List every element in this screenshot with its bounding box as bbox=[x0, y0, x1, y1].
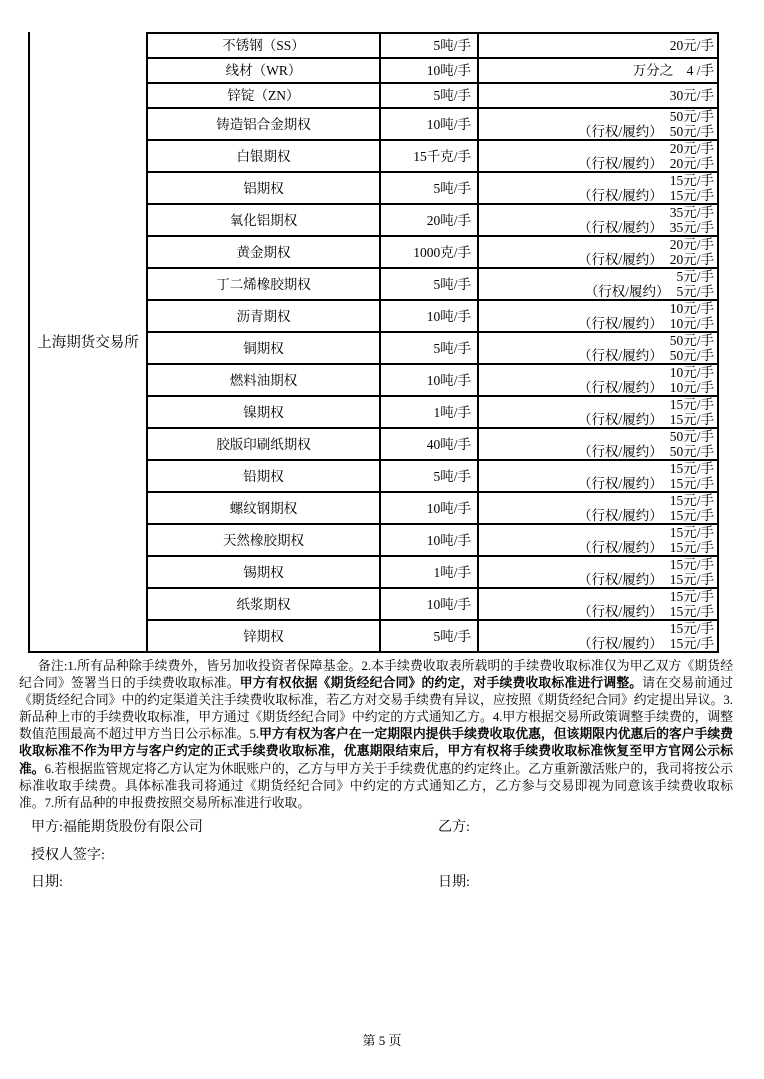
notes-bold-segment: 甲方有权依据《期货经纪合同》的约定，对手续费收取标准进行调整。 bbox=[239, 676, 643, 691]
exercise-fee-value: 50元/手 bbox=[669, 348, 714, 363]
fee-cell bbox=[479, 589, 717, 619]
exercise-fee-line bbox=[578, 156, 714, 171]
contract-unit: 10吨/手 bbox=[379, 301, 479, 331]
fee-table-row bbox=[148, 139, 717, 171]
exercise-label: （行权/履约） bbox=[577, 220, 663, 235]
fee-table-row bbox=[148, 555, 717, 587]
contract-unit: 10吨/手 bbox=[379, 365, 479, 395]
exercise-fee-line bbox=[578, 444, 714, 459]
contract-unit: 5吨/手 bbox=[379, 173, 479, 203]
fee-cell bbox=[479, 237, 717, 267]
fee-table-row bbox=[148, 267, 717, 299]
product-name: 纸浆期权 bbox=[236, 596, 291, 612]
notes-segment: 请在交易前通过《期货经纪合同》中的约定渠道关注手续费收取标准，若乙方对交易手续费有异议，应按照《期货经纪合同》约定提出异议。3. 新品种上市的手续费收取标准，甲方通过《期货经纪合同》中约定的方式通知乙方。4.甲方根据交易所政策调整手续费的，调整数值范围最高不超过甲方当日公示标准。5. bbox=[19, 676, 734, 742]
exercise-label: （行权/履约） bbox=[577, 348, 663, 363]
contract-unit: 10吨/手 bbox=[379, 59, 479, 82]
contract-unit: 5吨/手 bbox=[379, 461, 479, 491]
product-name: 锌锭（ZN） bbox=[227, 88, 300, 103]
fee-table-row bbox=[148, 203, 717, 235]
fee-cell bbox=[479, 397, 717, 427]
fee-table-row bbox=[148, 82, 717, 107]
party-b-date-line: 日期: bbox=[438, 875, 470, 890]
contract-unit: 1吨/手 bbox=[379, 397, 479, 427]
exchange-name: 上海期货交易所 bbox=[37, 335, 139, 351]
party-a-date-line: 日期: bbox=[31, 875, 63, 890]
exercise-fee-line bbox=[578, 508, 714, 523]
fee-table-row bbox=[148, 34, 717, 57]
contract-unit: 5吨/手 bbox=[379, 621, 479, 651]
exercise-label: （行权/履约） bbox=[577, 572, 663, 587]
exercise-fee-line bbox=[578, 188, 714, 203]
fee-cell bbox=[479, 205, 717, 235]
fee-cell bbox=[479, 269, 717, 299]
exercise-fee-value: 15元/手 bbox=[669, 188, 714, 203]
notes-segment: 备注:1.所有品种除手续费外，皆另加收投资者保障基金。2.本手续费收取表所载明的手续费收取标准仅为甲乙双方《期货经纪合同》签署当日的手续费收取标准。 bbox=[19, 659, 733, 691]
exercise-fee-line bbox=[578, 348, 714, 363]
exercise-fee-value: 15元/手 bbox=[669, 508, 714, 523]
product-name: 线材（WR） bbox=[225, 63, 302, 78]
fee-cell bbox=[479, 301, 717, 331]
fee-value: 50元/手 bbox=[669, 429, 714, 444]
exercise-fee-value: 15元/手 bbox=[669, 412, 714, 427]
contract-unit: 5吨/手 bbox=[379, 84, 479, 107]
product-name: 胶版印刷纸期权 bbox=[216, 436, 311, 452]
fee-cell bbox=[479, 84, 717, 107]
fee-cell bbox=[479, 59, 717, 82]
fee-table-row bbox=[148, 523, 717, 555]
fee-value: 50元/手 bbox=[669, 333, 714, 348]
exercise-fee-line bbox=[578, 220, 714, 235]
fee-cell bbox=[479, 141, 717, 171]
fee-value: 50元/手 bbox=[669, 109, 714, 124]
notes-paragraph bbox=[19, 658, 733, 812]
fee-table-row bbox=[148, 107, 717, 139]
fee-cell bbox=[479, 34, 717, 57]
contract-unit: 5吨/手 bbox=[379, 269, 479, 299]
fee-table-row bbox=[148, 459, 717, 491]
exercise-fee-value: 5元/手 bbox=[676, 284, 714, 299]
fee-cell bbox=[479, 557, 717, 587]
product-name: 铸造铝合金期权 bbox=[216, 116, 311, 132]
fee-cell bbox=[479, 493, 717, 523]
party-a-line: 甲方:福能期货股份有限公司 bbox=[31, 820, 203, 835]
exercise-label: （行权/履约） bbox=[577, 636, 663, 651]
exercise-fee-value: 15元/手 bbox=[669, 476, 714, 491]
exercise-fee-value: 15元/手 bbox=[669, 604, 714, 619]
fee-table-row bbox=[148, 395, 717, 427]
product-name: 白银期权 bbox=[236, 148, 291, 164]
contract-unit: 1000克/手 bbox=[379, 237, 479, 267]
exercise-fee-line bbox=[578, 476, 714, 491]
contract-unit: 40吨/手 bbox=[379, 429, 479, 459]
exercise-label: （行权/履约） bbox=[577, 412, 663, 427]
fee-table-row bbox=[148, 363, 717, 395]
fee-value: 35元/手 bbox=[669, 205, 714, 220]
product-name: 铜期权 bbox=[243, 340, 284, 356]
exercise-label: （行权/履约） bbox=[577, 188, 663, 203]
fee-value: 15元/手 bbox=[669, 493, 714, 508]
product-name: 天然橡胶期权 bbox=[223, 532, 304, 548]
product-name: 不锈钢（SS） bbox=[222, 38, 305, 53]
product-name: 锌期权 bbox=[243, 628, 284, 644]
exercise-label: （行权/履约） bbox=[577, 380, 663, 395]
product-name: 螺纹钢期权 bbox=[229, 500, 298, 516]
fee-table-row bbox=[148, 587, 717, 619]
contract-unit: 10吨/手 bbox=[379, 109, 479, 139]
product-name: 铝期权 bbox=[243, 180, 284, 196]
exercise-fee-value: 10元/手 bbox=[669, 380, 714, 395]
exercise-fee-line bbox=[578, 316, 714, 331]
fee-value: 5元/手 bbox=[676, 269, 714, 284]
fee-value: 15元/手 bbox=[669, 461, 714, 476]
fee-table-row bbox=[148, 57, 717, 82]
page-number: 第 5 页 bbox=[362, 1033, 402, 1048]
fee-value: 15元/手 bbox=[669, 557, 714, 572]
exercise-fee-line bbox=[578, 604, 714, 619]
exercise-label: （行权/履约） bbox=[577, 316, 663, 331]
exercise-fee-line bbox=[578, 380, 714, 395]
exercise-fee-line bbox=[578, 636, 714, 651]
fee-value: 10元/手 bbox=[669, 365, 714, 380]
exercise-fee-value: 50元/手 bbox=[669, 444, 714, 459]
exchange-cell bbox=[28, 32, 146, 653]
fee-cell bbox=[479, 621, 717, 651]
exercise-label: （行权/履约） bbox=[577, 124, 663, 139]
fee-value: 20元/手 bbox=[669, 38, 714, 53]
fee-cell bbox=[479, 461, 717, 491]
fee-value: 20元/手 bbox=[669, 141, 714, 156]
contract-unit: 5吨/手 bbox=[379, 34, 479, 57]
exercise-fee-value: 10元/手 bbox=[669, 316, 714, 331]
product-name: 锡期权 bbox=[243, 564, 284, 580]
product-name: 黄金期权 bbox=[236, 244, 291, 260]
exercise-fee-value: 20元/手 bbox=[669, 156, 714, 171]
exercise-fee-value: 15元/手 bbox=[669, 572, 714, 587]
fee-table-row bbox=[148, 171, 717, 203]
exercise-fee-value: 50元/手 bbox=[669, 124, 714, 139]
fee-cell bbox=[479, 173, 717, 203]
fee-table-row bbox=[148, 491, 717, 523]
exercise-label: （行权/履约） bbox=[577, 508, 663, 523]
contract-unit: 15千克/手 bbox=[379, 141, 479, 171]
notes-segment: 6.若根据监管规定将乙方认定为休眠账户的，乙方与甲方关于手续费优惠的约定终止。乙方重新激活账户的，我司将按公示标准收取手续费。具体标准我司将通过《期货经纪合同》中约定的方式通知乙方，乙方参与交易即视为同意该手续费收取标准。7.所有品种的申报费按照交易所标准进行收取。 bbox=[19, 761, 733, 810]
contract-unit: 1吨/手 bbox=[379, 557, 479, 587]
fee-value: 15元/手 bbox=[669, 525, 714, 540]
exercise-fee-value: 15元/手 bbox=[669, 636, 714, 651]
fee-table-row bbox=[148, 619, 717, 651]
fee-table-rows bbox=[146, 32, 719, 653]
fee-value: 15元/手 bbox=[669, 397, 714, 412]
authorized-signature-line: 授权人签字: bbox=[31, 848, 105, 863]
fee-cell bbox=[479, 109, 717, 139]
exercise-label: （行权/履约） bbox=[577, 156, 663, 171]
fee-value: 15元/手 bbox=[669, 621, 714, 636]
exercise-fee-line bbox=[578, 412, 714, 427]
fee-table-row bbox=[148, 331, 717, 363]
contract-unit: 10吨/手 bbox=[379, 525, 479, 555]
fee-value: 20元/手 bbox=[669, 237, 714, 252]
product-name: 氧化铝期权 bbox=[229, 212, 298, 228]
product-name: 沥青期权 bbox=[236, 308, 291, 324]
exercise-fee-value: 35元/手 bbox=[669, 220, 714, 235]
exercise-label: （行权/履约） bbox=[577, 604, 663, 619]
exercise-label: （行权/履约） bbox=[577, 476, 663, 491]
exercise-label: （行权/履约） bbox=[577, 540, 663, 555]
fee-value: 30元/手 bbox=[669, 88, 714, 103]
product-name: 铅期权 bbox=[243, 468, 284, 484]
fee-value: 万分之 4 /手 bbox=[632, 63, 714, 78]
fee-table bbox=[28, 32, 719, 653]
product-name: 燃料油期权 bbox=[229, 372, 298, 388]
contract-unit: 10吨/手 bbox=[379, 493, 479, 523]
fee-value: 15元/手 bbox=[669, 589, 714, 604]
exercise-fee-line bbox=[578, 540, 714, 555]
fee-cell bbox=[479, 525, 717, 555]
fee-value: 15元/手 bbox=[669, 173, 714, 188]
contract-unit: 10吨/手 bbox=[379, 589, 479, 619]
fee-table-row bbox=[148, 235, 717, 267]
exercise-fee-value: 15元/手 bbox=[669, 540, 714, 555]
party-b-line: 乙方: bbox=[438, 820, 470, 835]
exercise-fee-line bbox=[578, 252, 714, 267]
contract-unit: 5吨/手 bbox=[379, 333, 479, 363]
product-name: 镍期权 bbox=[243, 404, 284, 420]
exercise-label: （行权/履约） bbox=[577, 252, 663, 267]
fee-table-row bbox=[148, 299, 717, 331]
exercise-fee-line bbox=[585, 284, 714, 299]
fee-table-row bbox=[148, 427, 717, 459]
fee-cell bbox=[479, 365, 717, 395]
fee-cell bbox=[479, 333, 717, 363]
fee-value: 10元/手 bbox=[669, 301, 714, 316]
fee-cell bbox=[479, 429, 717, 459]
contract-unit: 20吨/手 bbox=[379, 205, 479, 235]
exercise-fee-value: 20元/手 bbox=[669, 252, 714, 267]
exercise-fee-line bbox=[578, 572, 714, 587]
exercise-label: （行权/履约） bbox=[584, 284, 670, 299]
exercise-label: （行权/履约） bbox=[577, 444, 663, 459]
exercise-fee-line bbox=[578, 124, 714, 139]
product-name: 丁二烯橡胶期权 bbox=[216, 276, 311, 292]
notes-bold-segment: 甲方有权为客户在一定期限内提供手续费收取优惠，但该期限内优惠后的客户手续费收取标准不作为甲方与客户约定的正式手续费收取标准，优惠期限结束后，甲方有权将手续费收取标准恢复至甲方官网公示标准。 bbox=[19, 727, 734, 776]
